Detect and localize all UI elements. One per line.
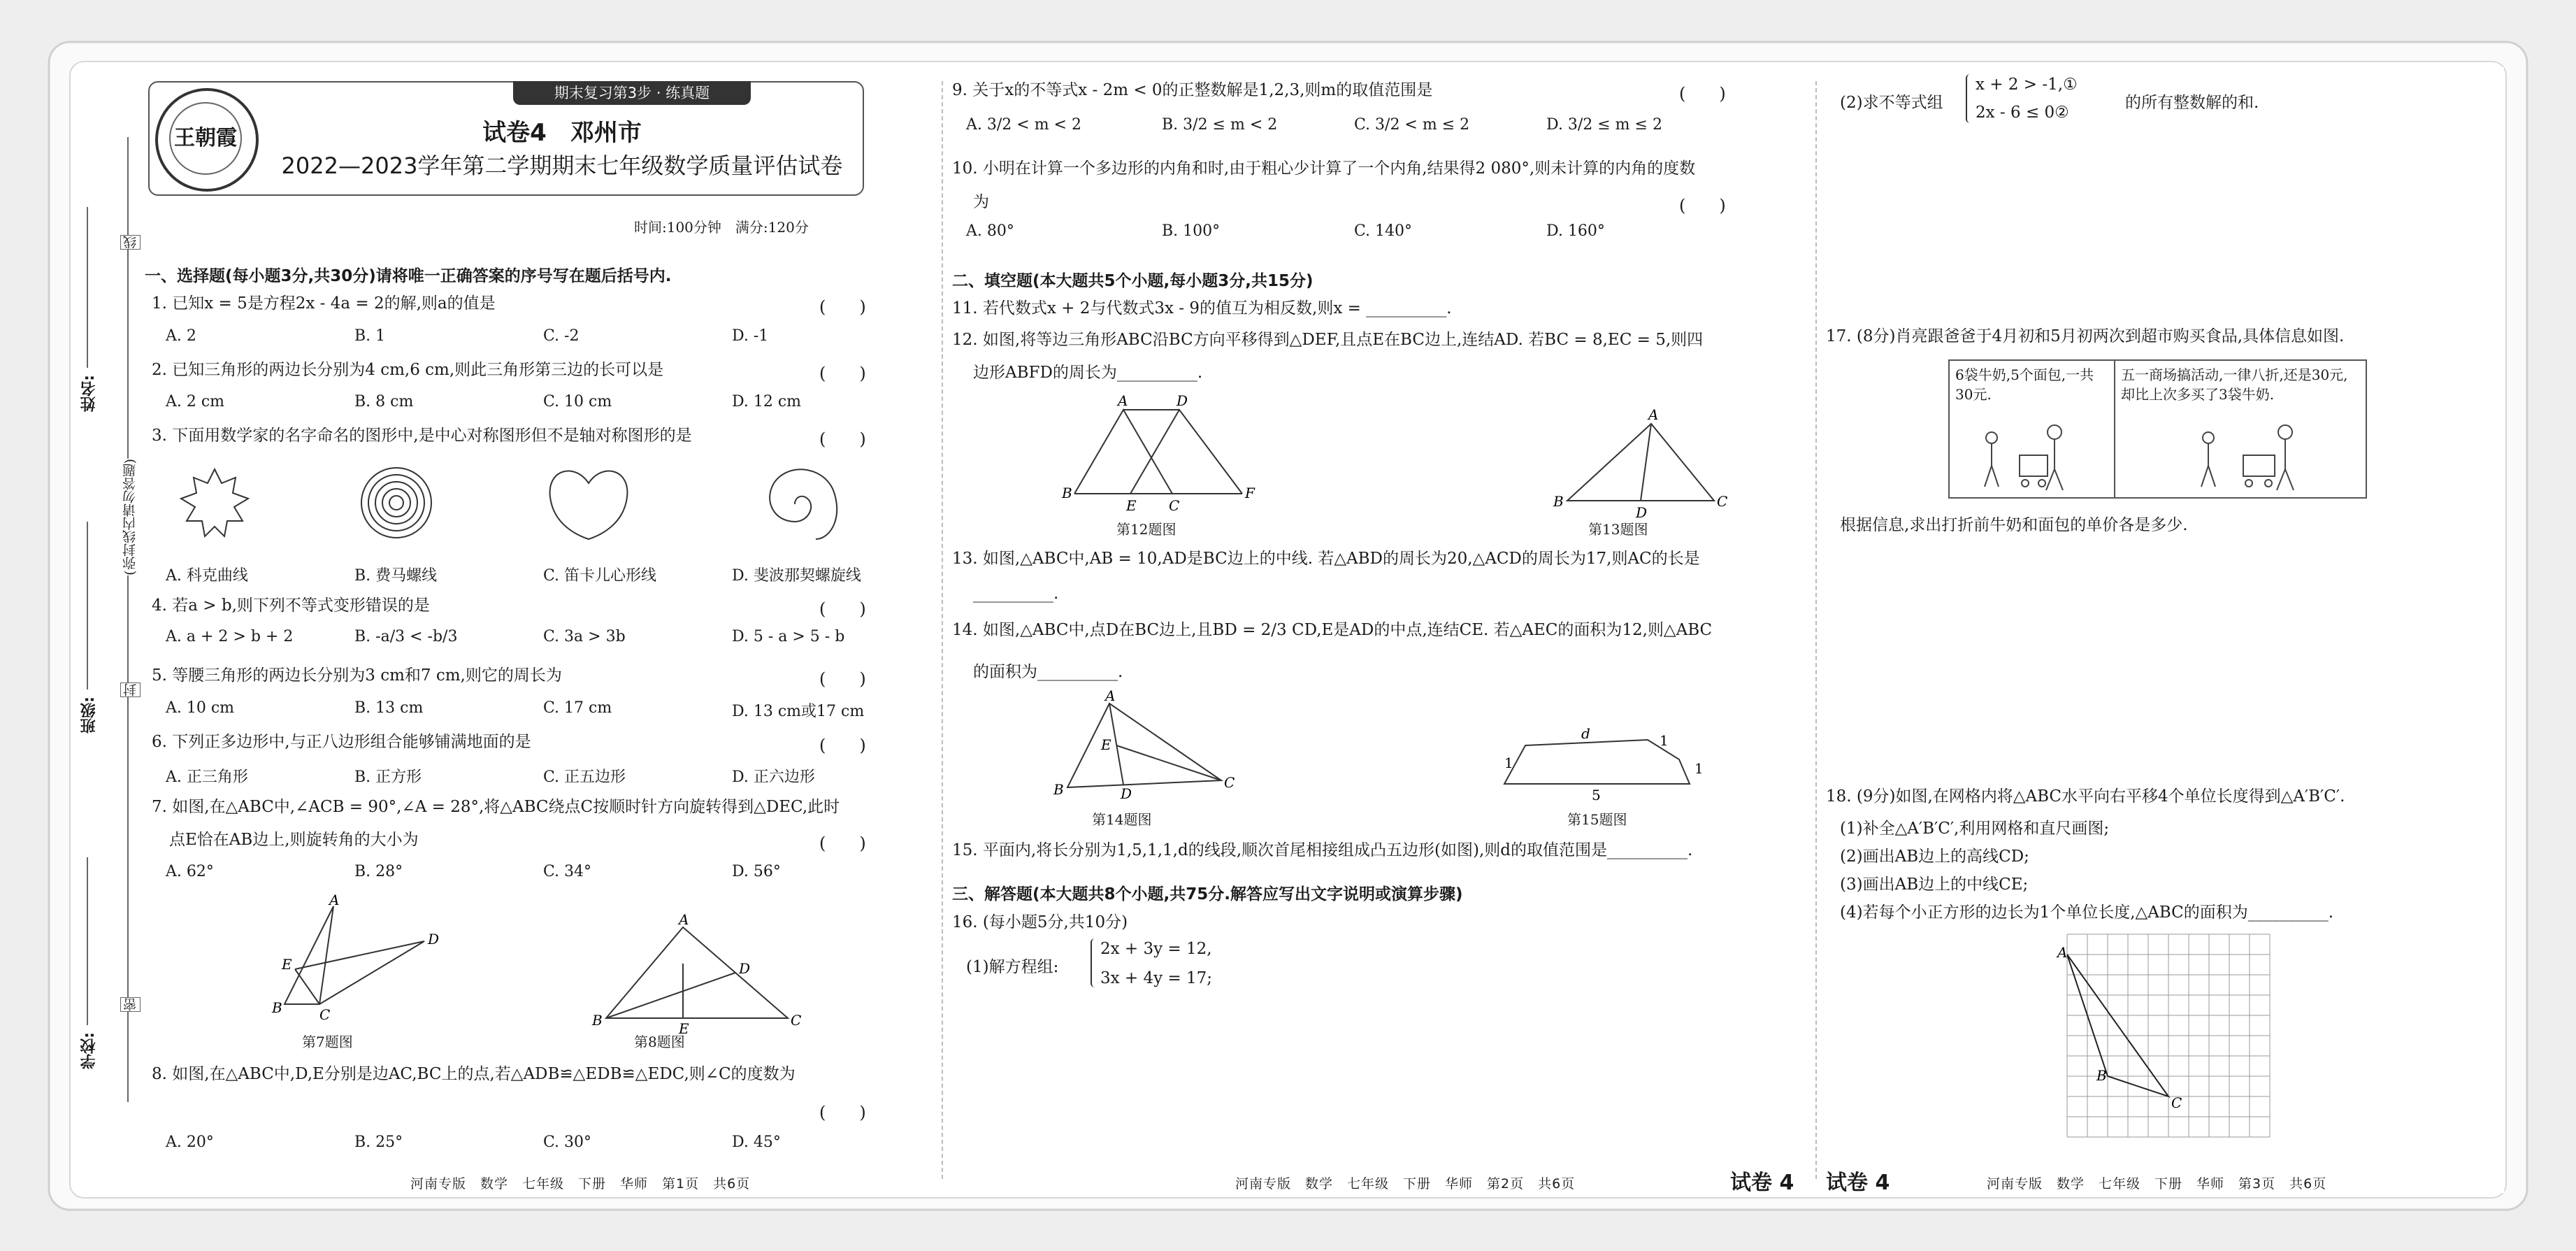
name-underline bbox=[87, 207, 88, 368]
question-2: 2. 已知三角形的两边长分别为4 cm,6 cm,则此三角形第三边的长可以是 bbox=[152, 361, 664, 379]
brand-logo-text: 王朝霞 bbox=[169, 102, 242, 175]
shopping-illustration-may bbox=[2180, 424, 2334, 494]
option-7c: C. 34° bbox=[543, 863, 592, 880]
page-1 bbox=[145, 67, 931, 1193]
question-16-part-2-end: 的所有整数解的和. bbox=[2125, 94, 2259, 112]
exam-title: 试卷4 邓州市 bbox=[482, 119, 642, 147]
option-6a: A. 正三角形 bbox=[166, 769, 248, 786]
option-8c: C. 30° bbox=[543, 1134, 592, 1151]
svg-text:E: E bbox=[282, 956, 292, 973]
q17-info-april: 6袋牛奶,5个面包,一共30元. bbox=[1955, 366, 2094, 403]
figure-7-caption: 第7题图 bbox=[302, 1034, 353, 1050]
option-3d: D. 斐波那契螺旋线 bbox=[732, 567, 861, 585]
question-16-part-2: (2)求不等式组 bbox=[1840, 94, 1943, 112]
seal-mark-seal: 封 bbox=[120, 682, 141, 697]
seal-mark-secret: 密 bbox=[120, 997, 141, 1012]
koch-curve-figure bbox=[181, 469, 248, 536]
system-brace-2 bbox=[1966, 74, 1974, 123]
question-10-cont: 为 bbox=[973, 193, 989, 211]
section-3-heading: 三、解答题(本大题共8个小题,共75分.解答应写出文字说明或演算步骤) bbox=[952, 885, 1463, 903]
option-5c: C. 17 cm bbox=[543, 699, 612, 717]
answer-paren-7: ( ) bbox=[819, 834, 866, 853]
fermat-spiral-figure bbox=[361, 468, 431, 538]
option-6c: C. 正五边形 bbox=[543, 769, 626, 786]
equation-2: 3x + 4y = 17; bbox=[1100, 969, 1213, 987]
shopping-illustration-april bbox=[1964, 424, 2103, 494]
seal-mark-line: 线 bbox=[120, 235, 141, 250]
svg-text:A: A bbox=[1105, 687, 1116, 704]
svg-text:B: B bbox=[1553, 493, 1564, 510]
svg-text:C: C bbox=[1169, 497, 1180, 514]
q17-info-divider bbox=[2114, 361, 2115, 497]
question-14: 14. 如图,△ABC中,点D在BC边上,且BD = 2/3 CD,E是AD的中点,连结CE. 若△AEC的面积为12,则△ABC bbox=[952, 621, 1713, 639]
question-12-cont: 边形ABFD的周长为__________. bbox=[973, 364, 1203, 382]
question-12: 12. 如图,将等边三角形ABC沿BC方向平移得到△DEF,且点E在BC边上,连结AD. 若BC = 8,EC = 5,则四 bbox=[952, 331, 1704, 349]
svg-text:1: 1 bbox=[1694, 760, 1704, 777]
inequality-1: x + 2 > -1,① bbox=[1976, 76, 2078, 94]
class-label: 班级: bbox=[80, 696, 98, 734]
page-1-footer: 河南专版 数学 七年级 下册 华师 第1页 共6页 bbox=[410, 1176, 751, 1192]
question-9: 9. 关于x的不等式x - 2m < 0的正整数解是1,2,3,则m的取值范围是 bbox=[952, 81, 1433, 99]
option-9d: D. 3/2 ≤ m ≤ 2 bbox=[1546, 116, 1662, 134]
question-3: 3. 下面用数学家的名字命名的图形中,是中心对称图形但不是轴对称图形的是 bbox=[152, 427, 692, 445]
question-18-part-2: (2)画出AB边上的高线CD; bbox=[1840, 848, 2029, 866]
option-6b: B. 正方形 bbox=[354, 769, 422, 786]
section-1-heading: 一、选择题(每小题3分,共30分)请将唯一正确答案的序号写在题后括号内. bbox=[145, 267, 672, 285]
option-3b: B. 费马螺线 bbox=[354, 567, 438, 585]
option-4d: D. 5 - a > 5 - b bbox=[732, 628, 845, 645]
svg-text:E: E bbox=[1126, 497, 1137, 514]
question-7-cont: 点E恰在AB边上,则旋转角的大小为 bbox=[169, 831, 419, 849]
q3-figures bbox=[166, 462, 865, 546]
option-2a: A. 2 cm bbox=[166, 393, 225, 410]
svg-text:E: E bbox=[679, 1020, 689, 1037]
figure-14 bbox=[1053, 687, 1235, 802]
class-underline bbox=[87, 522, 88, 689]
svg-text:E: E bbox=[1101, 736, 1111, 753]
svg-text:A: A bbox=[329, 892, 340, 908]
section-2-heading: 二、填空题(本大题共5个小题,每小题3分,共15分) bbox=[952, 272, 1314, 290]
option-8b: B. 25° bbox=[354, 1134, 403, 1151]
triangle-abc bbox=[2067, 955, 2168, 1096]
inequality-2: 2x - 6 ≤ 0② bbox=[1976, 103, 2069, 122]
svg-text:C: C bbox=[791, 1012, 802, 1029]
figure-8 bbox=[592, 911, 802, 1037]
option-9c: C. 3/2 < m ≤ 2 bbox=[1354, 116, 1470, 134]
seal-line bbox=[127, 137, 129, 1102]
option-7b: B. 28° bbox=[354, 863, 403, 880]
svg-text:D: D bbox=[739, 960, 751, 977]
school-underline bbox=[87, 857, 88, 1025]
svg-text:A: A bbox=[679, 911, 689, 928]
option-8a: A. 20° bbox=[166, 1134, 214, 1151]
svg-text:B: B bbox=[592, 1012, 603, 1029]
vertex-label: B bbox=[2096, 1067, 2107, 1084]
option-5d: D. 13 cm或17 cm bbox=[732, 703, 865, 720]
svg-text:1: 1 bbox=[1504, 755, 1513, 771]
answer-paren-6: ( ) bbox=[819, 736, 866, 755]
svg-text:5: 5 bbox=[1592, 787, 1601, 803]
question-11: 11. 若代数式x + 2与代数式3x - 9的值互为相反数,则x = __________. bbox=[952, 299, 1452, 317]
paper-label-page-3: 试卷 4 bbox=[1826, 1171, 1890, 1195]
page-2-footer: 河南专版 数学 七年级 下册 华师 第2页 共6页 bbox=[1235, 1176, 1576, 1192]
q17-info-box bbox=[1948, 359, 2367, 499]
svg-text:A: A bbox=[1118, 392, 1128, 409]
answer-paren-10: ( ) bbox=[1679, 196, 1726, 215]
svg-text:B: B bbox=[272, 999, 282, 1016]
column-divider-1 bbox=[942, 81, 943, 1179]
option-8d: D. 45° bbox=[732, 1134, 781, 1151]
svg-text:B: B bbox=[1062, 485, 1072, 501]
cardioid-figure bbox=[550, 471, 628, 539]
page-2 bbox=[952, 67, 1805, 1193]
figure-8-caption: 第8题图 bbox=[634, 1034, 685, 1050]
question-6: 6. 下列正多边形中,与正八边形组合能够铺满地面的是 bbox=[152, 733, 531, 751]
equation-1: 2x + 3y = 12, bbox=[1100, 940, 1212, 958]
question-10: 10. 小明在计算一个多边形的内角和时,由于粗心少计算了一个内角,结果得2 080°,则未计算的内角的度数 bbox=[952, 159, 1696, 178]
system-brace-1 bbox=[1091, 938, 1099, 987]
svg-text:A: A bbox=[1648, 406, 1659, 423]
q17-info-may: 五一商场搞活动,一律八折,还是30元,却比上次多买了3袋牛奶. bbox=[2121, 366, 2348, 403]
page-3 bbox=[1826, 67, 2497, 1193]
answer-paren-9: ( ) bbox=[1679, 84, 1726, 103]
option-9a: A. 3/2 < m < 2 bbox=[966, 116, 1081, 134]
figure-15 bbox=[1490, 724, 1714, 801]
question-18-part-3: (3)画出AB边上的中线CE; bbox=[1840, 875, 2029, 894]
answer-paren-5: ( ) bbox=[819, 669, 866, 689]
option-10c: C. 140° bbox=[1354, 222, 1413, 240]
option-1b: B. 1 bbox=[354, 327, 386, 345]
figure-12-caption: 第12题图 bbox=[1116, 521, 1177, 538]
question-16: 16. (每小题5分,共10分) bbox=[952, 913, 1128, 931]
question-1: 1. 已知x = 5是方程2x - 4a = 2的解,则a的值是 bbox=[152, 294, 496, 313]
header-banner: 期末复习第3步 · 练真题 bbox=[513, 81, 751, 105]
figure-15-caption: 第15题图 bbox=[1567, 811, 1627, 828]
svg-text:B: B bbox=[1053, 781, 1064, 798]
option-2c: C. 10 cm bbox=[543, 393, 612, 410]
answer-paren-3: ( ) bbox=[819, 429, 866, 449]
question-18-part-1: (1)补全△A′B′C′,利用网格和直尺画图; bbox=[1840, 820, 2110, 838]
question-15: 15. 平面内,将长分别为1,5,1,1,d的线段,顺次首尾相接组成凸五边形(如图),则d的取值范围是__________. bbox=[952, 841, 1693, 859]
svg-text:D: D bbox=[1636, 504, 1648, 521]
option-1a: A. 2 bbox=[166, 327, 196, 345]
option-4a: A. a + 2 > b + 2 bbox=[166, 628, 294, 645]
exam-sheet bbox=[78, 67, 2504, 1193]
answer-paren-2: ( ) bbox=[819, 364, 866, 383]
option-10a: A. 80° bbox=[966, 222, 1014, 240]
question-13: 13. 如图,△ABC中,AB = 10,AD是BC边上的中线. 若△ABD的周长为20,△ACD的周长为17,则AC的长是 bbox=[952, 550, 1700, 568]
page-3-footer: 河南专版 数学 七年级 下册 华师 第3页 共6页 bbox=[1987, 1176, 2327, 1192]
answer-paren-8: ( ) bbox=[819, 1103, 866, 1122]
figure-18-grid bbox=[2057, 934, 2277, 1144]
figure-14-caption: 第14题图 bbox=[1092, 811, 1152, 828]
exam-time: 时间:100分钟 满分:120分 bbox=[634, 219, 809, 236]
question-13-cont: __________. bbox=[973, 585, 1059, 603]
svg-text:D: D bbox=[428, 931, 440, 948]
option-4b: B. -a/3 < -b/3 bbox=[354, 628, 458, 645]
vertex-label: C bbox=[2171, 1094, 2182, 1111]
svg-text:D: D bbox=[1121, 785, 1132, 802]
svg-text:C: C bbox=[319, 1006, 331, 1023]
question-14-cont: 的面积为__________. bbox=[973, 663, 1123, 681]
question-18-part-4: (4)若每个小正方形的边长为1个单位长度,△ABC的面积为__________. bbox=[1840, 903, 2334, 922]
question-17: 17. (8分)肖亮跟爸爸于4月初和5月初两次到超市购买食品,具体信息如图. bbox=[1826, 327, 2345, 345]
seal-note: (弥封线内请勿答题) bbox=[120, 459, 139, 576]
figure-12 bbox=[1062, 392, 1255, 515]
option-4c: C. 3a > 3b bbox=[543, 628, 626, 645]
question-4: 4. 若a > b,则下列不等式变形错误的是 bbox=[152, 596, 430, 615]
question-18: 18. (9分)如图,在网格内将△ABC水平向右平移4个单位长度得到△A′B′C′. bbox=[1826, 787, 2345, 806]
figure-13 bbox=[1553, 406, 1728, 522]
paper-label-page-2: 试卷 4 bbox=[1730, 1171, 1794, 1195]
option-9b: B. 3/2 ≤ m < 2 bbox=[1162, 116, 1278, 134]
question-5: 5. 等腰三角形的两边长分别为3 cm和7 cm,则它的周长为 bbox=[152, 666, 562, 685]
svg-text:C: C bbox=[1717, 493, 1728, 510]
column-divider-2 bbox=[1815, 81, 1817, 1179]
question-17-ask: 根据信息,求出打折前牛奶和面包的单价各是多少. bbox=[1840, 516, 2188, 534]
svg-text:F: F bbox=[1245, 485, 1255, 501]
option-1c: C. -2 bbox=[543, 327, 580, 345]
option-7d: D. 56° bbox=[732, 863, 781, 880]
option-6d: D. 正六边形 bbox=[732, 769, 815, 786]
question-8: 8. 如图,在△ABC中,D,E分别是边AC,BC上的点,若△ADB≌△EDB≌△EDC,则∠C的度数为 bbox=[152, 1065, 796, 1083]
option-5b: B. 13 cm bbox=[354, 699, 424, 717]
name-label: 姓名: bbox=[80, 375, 98, 412]
option-10b: B. 100° bbox=[1162, 222, 1221, 240]
svg-text:d: d bbox=[1581, 725, 1590, 742]
school-label: 学校: bbox=[80, 1032, 98, 1069]
answer-paren-1: ( ) bbox=[819, 297, 866, 317]
option-2d: D. 12 cm bbox=[732, 393, 802, 410]
figure-13-caption: 第13题图 bbox=[1588, 521, 1648, 538]
fibonacci-spiral-figure bbox=[770, 469, 837, 539]
option-2b: B. 8 cm bbox=[354, 393, 414, 410]
svg-text:1: 1 bbox=[1660, 732, 1669, 749]
question-7: 7. 如图,在△ABC中,∠ACB = 90°,∠A = 28°,将△ABC绕点C按顺时针方向旋转得到△DEC,此时 bbox=[152, 798, 840, 816]
svg-text:D: D bbox=[1177, 392, 1188, 409]
option-5a: A. 10 cm bbox=[166, 699, 235, 717]
option-7a: A. 62° bbox=[166, 863, 214, 880]
option-3c: C. 笛卡儿心形线 bbox=[543, 567, 657, 585]
option-1d: D. -1 bbox=[732, 327, 769, 345]
question-16-part-1: (1)解方程组: bbox=[966, 958, 1059, 976]
svg-text:C: C bbox=[1224, 774, 1235, 791]
option-3a: A. 科克曲线 bbox=[166, 567, 248, 585]
figure-7 bbox=[257, 892, 440, 1039]
answer-paren-4: ( ) bbox=[819, 599, 866, 619]
exam-subtitle: 2022—2023学年第二学期期末七年级数学质量评估试卷 bbox=[281, 152, 843, 179]
vertex-label: A bbox=[2057, 944, 2068, 961]
option-10d: D. 160° bbox=[1546, 222, 1605, 240]
